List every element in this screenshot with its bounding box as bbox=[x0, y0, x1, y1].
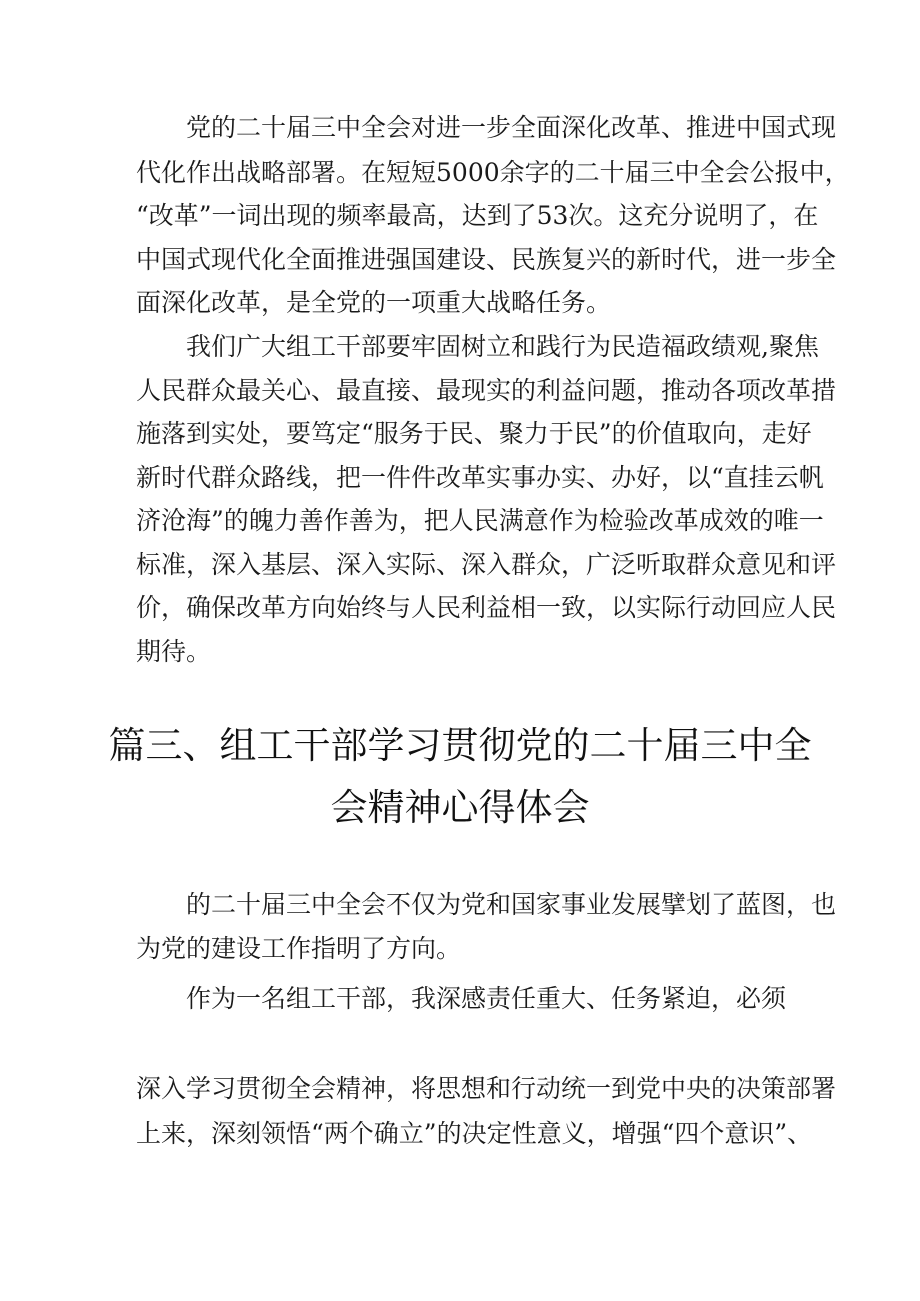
text-line: 面深化改革，是全党的一项重大战略任务。 bbox=[136, 288, 612, 317]
text-line: 的二十届三中全会不仅为党和国家事业发展擘划了蓝图，也 bbox=[186, 890, 837, 919]
text-line: 期待。 bbox=[136, 637, 212, 666]
text-line: 价，确保改革方向始终与人民利益相一致，以实际行动回应人民 bbox=[136, 593, 837, 622]
text-line: 新时代群众路线，把一件件改革实事办实、办好，以“直挂云帆 bbox=[136, 463, 824, 492]
text-line: 党的二十届三中全会对进一步全面深化改革、推进中国式现 bbox=[186, 113, 837, 142]
text-line: 代化作出战略部署。在短短5000余字的二十届三中全会公报中， bbox=[136, 158, 850, 187]
text-line: “改革”一词出现的频率最高，达到了53次。这充分说明了，在 bbox=[136, 201, 819, 230]
text-line: 为党的建设工作指明了方向。 bbox=[136, 934, 462, 963]
heading-line-2: 会精神心得体会 bbox=[330, 786, 590, 829]
text-line: 济沧海”的魄力善作善为，把人民满意作为检验改革成效的唯一 bbox=[136, 506, 824, 535]
text-line: 中国式现代化全面推进强国建设、民族复兴的新时代，进一步全 bbox=[136, 245, 837, 274]
text-line: 标准，深入基层、深入实际、深入群众，广泛听取群众意见和评 bbox=[136, 550, 837, 579]
text-line: 上来，深刻领悟“两个确立”的决定性意义，增强“四个意识”、 bbox=[136, 1119, 813, 1148]
heading-line-1: 篇三、组工干部学习贯彻党的二十届三中全 bbox=[108, 724, 812, 767]
text-line: 深入学习贯彻全会精神，将思想和行动统一到党中央的决策部署 bbox=[136, 1074, 837, 1103]
text-line: 人民群众最关心、最直接、最现实的利益问题，推动各项改革措 bbox=[136, 376, 837, 405]
text-line: 施落到实处，要笃定“服务于民、聚力于民”的价值取向，走好 bbox=[136, 419, 812, 448]
text-line: 作为一名组工干部，我深感责任重大、任务紧迫，必须 bbox=[186, 984, 787, 1013]
text-line: 我们广大组工干部要牢固树立和践行为民造福政绩观,聚焦 bbox=[186, 332, 819, 361]
